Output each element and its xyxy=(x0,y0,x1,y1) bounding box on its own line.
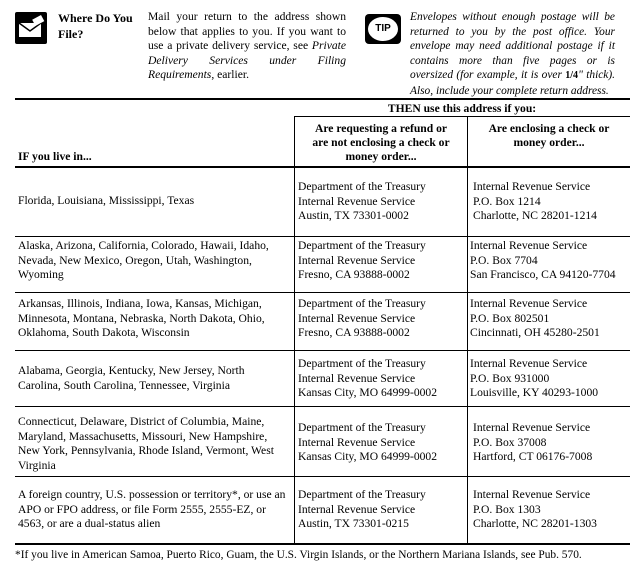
refund-header-line3: money order... xyxy=(345,150,417,163)
address-line: Kansas City, MO 64999-0002 xyxy=(298,450,438,463)
address-line: Department of the Treasury xyxy=(298,297,426,310)
address-line: Internal Revenue Service xyxy=(298,435,416,449)
row-5-refund-address xyxy=(298,421,466,465)
address-line: San Francisco, CA 94120-7704 xyxy=(470,268,616,281)
address-line: Austin, TX 73301-0215 xyxy=(298,517,409,530)
address-line: Hartford, CT 06176-7008 xyxy=(473,450,593,463)
address-line: Department of the Treasury xyxy=(298,180,426,193)
where-do-you-file-text xyxy=(148,10,346,83)
where-text-part2: , earlier. xyxy=(211,68,249,82)
address-line: Charlotte, NC 28201-1303 xyxy=(473,517,597,530)
where-do-you-file-heading xyxy=(58,10,140,42)
tip-text-part1: Envelopes without enough postage will be returned to you by the post office. Your envelope may need additional postage if it contains more than five pages or is oversized (for example, it is over xyxy=(410,11,615,82)
state-line: Alaska, Arizona, California, Colorado, Hawaii, Idaho, xyxy=(18,239,269,252)
address-line: Internal Revenue Service xyxy=(298,253,416,267)
check-header-line1: Are enclosing a check or xyxy=(488,122,610,135)
then-use-address-header: THEN use this address if you: xyxy=(387,102,537,115)
state-line: Oklahoma, South Dakota, Wisconsin xyxy=(18,326,190,339)
address-line: P.O. Box 1214 xyxy=(473,194,541,208)
state-line: Florida, Louisiana, Mississippi, Texas xyxy=(18,194,195,207)
address-line: Internal Revenue Service xyxy=(473,180,591,193)
state-line: Arkansas, Illinois, Indiana, Iowa, Kansas, Michigan, xyxy=(18,297,262,310)
state-line: Wyoming xyxy=(18,268,64,281)
address-line: Internal Revenue Service xyxy=(298,194,416,208)
check-column-header xyxy=(468,122,630,150)
row-rule-2 xyxy=(15,292,630,293)
col-divider-1 xyxy=(294,117,295,544)
row-rule-4 xyxy=(15,406,630,407)
row-4-states xyxy=(18,364,292,393)
state-line: Carolina, South Carolina, Tennessee, Virginia xyxy=(18,378,230,392)
address-line: Department of the Treasury xyxy=(298,357,426,370)
row-6-check-address xyxy=(473,488,629,532)
row-1-check-address xyxy=(473,180,629,224)
state-line: 4563, or are a dual-status alien xyxy=(18,517,161,530)
row-3-states xyxy=(18,297,292,341)
tip-icon xyxy=(365,14,401,44)
address-line: Fresno, CA 93888-0002 xyxy=(298,268,410,281)
address-line: Austin, TX 73301-0002 xyxy=(298,209,409,222)
address-line: P.O. Box 931000 xyxy=(470,371,550,385)
address-line: Internal Revenue Service xyxy=(298,311,416,325)
table-bottom-rule xyxy=(15,543,630,545)
tip-label: TIP xyxy=(368,17,398,41)
refund-header-line1: Are requesting a refund or xyxy=(314,122,448,135)
state-line: Maryland, Massachusetts, Missouri, New Hampshire, xyxy=(18,429,268,443)
address-line: P.O. Box 802501 xyxy=(470,311,550,325)
state-line: Minnesota, Montana, Nebraska, North Dakota, Ohio, xyxy=(18,311,265,325)
state-line: Connecticut, Delaware, District of Columbia, Maine, xyxy=(18,415,265,428)
row-6-states xyxy=(18,488,294,532)
address-line: Department of the Treasury xyxy=(298,239,426,252)
address-line: Internal Revenue Service xyxy=(298,502,416,516)
address-line: Internal Revenue Service xyxy=(473,488,591,501)
state-line: APO or FPO address, or file Form 2555, 2555-EZ, or xyxy=(18,502,266,516)
row-rule-5 xyxy=(15,476,630,477)
row-rule-3 xyxy=(15,350,630,351)
if-you-live-in-header: IF you live in... xyxy=(18,150,92,163)
where-text-italic: Private Delivery Services under Filing Requirements xyxy=(148,39,346,82)
state-line: Alabama, Georgia, Kentucky, New Jersey, North xyxy=(18,364,245,377)
address-line: Louisville, KY 40293-1000 xyxy=(470,386,599,399)
address-line: Kansas City, MO 64999-0002 xyxy=(298,386,438,399)
row-1-refund-address xyxy=(298,180,466,224)
address-line: Cincinnati, OH 45280-2501 xyxy=(470,326,600,339)
row-1-states xyxy=(18,194,292,209)
address-line: P.O. Box 37008 xyxy=(473,435,547,449)
refund-header-line2: are not enclosing a check or xyxy=(312,136,450,149)
table-top-rule xyxy=(15,98,630,100)
row-4-refund-address xyxy=(298,357,466,401)
row-6-refund-address xyxy=(298,488,466,532)
row-2-check-address xyxy=(470,239,630,283)
row-4-check-address xyxy=(470,357,630,401)
tip-text xyxy=(410,10,615,99)
where-title-line1: Where Do You xyxy=(58,11,133,25)
address-line: P.O. Box 7704 xyxy=(470,253,538,267)
state-line: New York, Pennsylvania, Rhode Island, Vermont, West xyxy=(18,444,274,457)
row-rule-1 xyxy=(15,236,630,237)
row-5-check-address xyxy=(473,421,629,465)
tip-text-part2: " thick). Also, include your complete return address. xyxy=(410,69,615,97)
row-3-check-address xyxy=(470,297,630,341)
tip-fraction: 1/4 xyxy=(565,70,579,82)
state-line: A foreign country, U.S. possession or territory*, or use an xyxy=(18,488,286,501)
address-line: Fresno, CA 93888-0002 xyxy=(298,326,410,339)
row-3-refund-address xyxy=(298,297,466,341)
mail-envelope-icon xyxy=(15,12,47,44)
footnote: *If you live in American Samoa, Puerto Rico, Guam, the U.S. Virgin Islands, or the Northern Mariana Islands, see Pub. 570. xyxy=(15,549,582,561)
address-line: Internal Revenue Service xyxy=(298,371,416,385)
then-header-underline xyxy=(294,116,630,117)
address-line: Department of the Treasury xyxy=(298,488,426,501)
address-line: Department of the Treasury xyxy=(298,421,426,434)
address-line: Internal Revenue Service xyxy=(473,421,591,434)
state-line: Nevada, New Mexico, Oregon, Utah, Washington, xyxy=(18,253,252,267)
address-line: Internal Revenue Service xyxy=(470,239,588,252)
header-bottom-rule xyxy=(15,166,630,168)
address-line: Internal Revenue Service xyxy=(470,357,588,370)
address-line: P.O. Box 1303 xyxy=(473,502,541,516)
where-title-line2: File? xyxy=(58,27,84,41)
address-line: Charlotte, NC 28201-1214 xyxy=(473,209,597,222)
address-line: Internal Revenue Service xyxy=(470,297,588,310)
row-5-states xyxy=(18,415,294,473)
row-2-refund-address xyxy=(298,239,466,283)
where-text-part1: Mail your return to the address shown below that applies to you. If you want to use a private delivery service, see xyxy=(148,10,346,53)
check-header-line2: money order... xyxy=(513,136,585,149)
state-line: Virginia xyxy=(18,458,56,472)
refund-column-header xyxy=(295,122,467,164)
col-divider-2 xyxy=(467,117,468,544)
row-2-states xyxy=(18,239,292,283)
